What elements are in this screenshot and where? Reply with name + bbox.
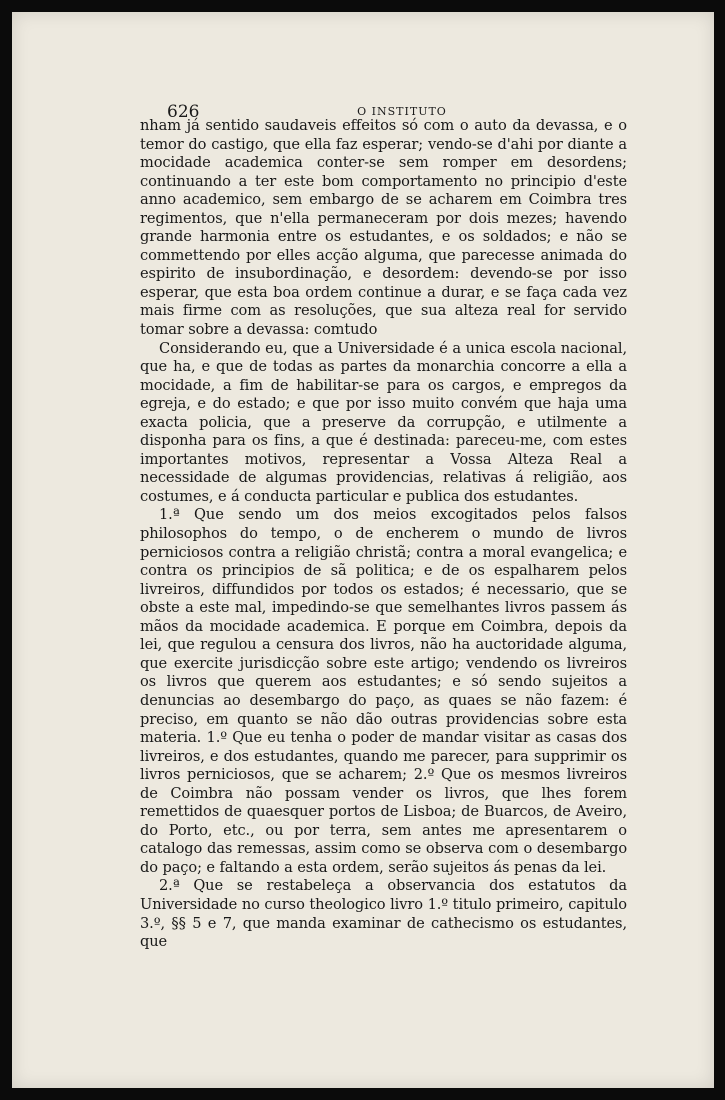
paragraph-item-1: 1.ª Que sendo um dos meios excogitados pelos falsos philosophos do tempo, o de encherem o mundo de livros perniciosos contra a religião christã; contra a moral evangelica; e contra os principios de sã politica; e de os espalharem pelos livreiros, diffundidos por todos os estados; é necessario, que se obste a este mal, impedindo-se que semelhantes livros passem ás mãos da mocidade academica. E porque em Coimbra, depois da lei, que regulou a censura dos livros, não ha auctoridade alguma, que exercite jurisdicção sobre este artigo; vendendo os livreiros os livros que querem aos estudantes; e só sendo sujeitos a denuncias ao desembargo do paço, as quaes se não fazem: é preciso, em quanto se não dão outras providencias sobre esta materia. 1.º Que eu tenha o poder de mandar visitar as casas dos livreiros, e dos estudantes, quando me parecer, para supprimir os livros perniciosos, que se acharem; 2.º Que os mesmos livreiros de Coimbra não possam vender os livros, que lhes forem remettidos de quaesquer portos de Lisboa; de Buarcos, de Aveiro, do Porto, etc., ou por terra, sem antes me apresentarem o catalogo das remessas, assim como se observa com o desembargo do paço; e faltando a esta ordem, serão sujeitos ás penas da lei. [140, 506, 627, 876]
page-number: 626 [167, 102, 200, 122]
paragraph-considerando: Considerando eu, que a Universidade é a unica escola nacional, que ha, e que de todas as partes da monarchia concorre a ella a mocidade, a fim de habilitar-se para os cargos, e empregos da egreja, e do estado; e que por isso muito convém que haja uma exacta policia, que a preserve da corrupção, e utilmente a disponha para os fins, a que é destinada: pareceu-me, com estes importantes motivos, representar a Vossa Alteza Real a necessidade de algumas providencias, relativas á religião, aos costumes, e á conducta particular e publica dos estudantes. [140, 339, 627, 505]
running-title: O INSTITUTO [357, 105, 447, 118]
paragraph-continuation: nham já sentido saudaveis effeitos só com o auto da devassa, e o temor do castigo, que ella faz esperar; vendo-se d'ahi por diante a mocidade academica conter-se sem romper em desordens; continuando a ter este bom comportamento no principio d'este anno academico, sem embargo de se acharem em Coimbra tres regimentos, que n'ella permaneceram por dois mezes; havendo grande harmonia entre os estudantes, e os soldados; e não se commettendo por elles acção alguma, que parecesse animada do espirito de insubordinação, e desordem: devendo-se por isso esperar, que esta boa ordem continue a durar, e se faça cada vez mais firme com as resoluções, que sua alteza real for servido tomar sobre a devassa: comtudo [140, 117, 627, 339]
paragraph-item-2: 2.ª Que se restabeleça a observancia dos estatutos da Universidade no curso theologico livro 1.º titulo primeiro, capitulo 3.º, §§ 5 e 7, que manda examinar de cathecismo os estudantes, que [140, 877, 627, 951]
body-text [140, 117, 627, 952]
